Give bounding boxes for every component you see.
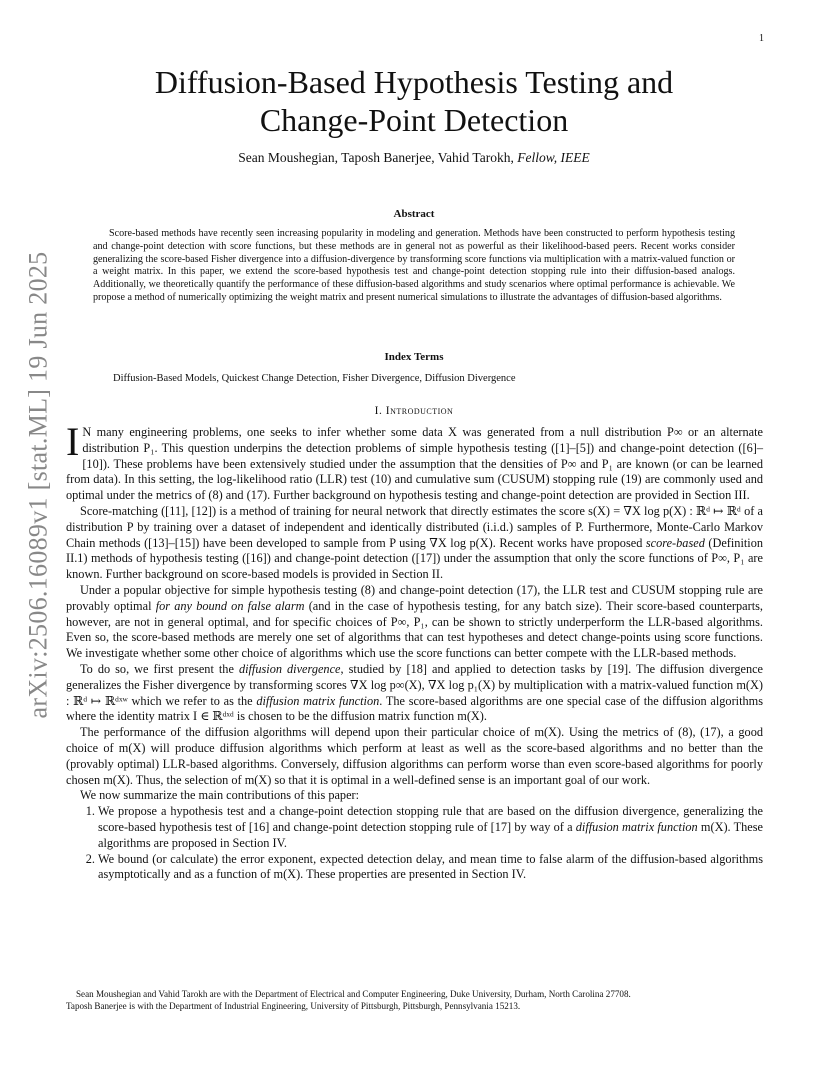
page-number: 1: [759, 33, 764, 44]
contribution-1-emphasis: diffusion matrix function: [575, 819, 698, 834]
intro-paragraph-3-part-b: (and in the case of hypothesis testing, for any batch size). Their score-based counterparts, however, are not in general optimal, and for specific choices of P∞, P₁, can be shown to strictly underperform the LLR-based algorithms. Even so, the score-based methods are merely one set of algorithms that can test hypotheses and detect change-points using score functions. We investigate whether some other choice of algorithms which use the score functions can better compete with the LLR-based methods.: [66, 598, 764, 661]
intro-paragraph-4-emphasis-1: diffusion divergence: [238, 661, 341, 676]
author-names: Sean Moushegian, Taposh Banerjee, Vahid Tarokh,: [238, 150, 518, 165]
contribution-item-1: [98, 804, 763, 851]
drop-cap: I: [66, 419, 80, 464]
intro-paragraph-4-part-a: To do so, we first present the: [80, 661, 239, 676]
introduction-body: [66, 419, 764, 883]
contributions-list: [66, 804, 763, 883]
arxiv-identifier-stamp: [8, 251, 68, 719]
intro-paragraph-3-emphasis: for any bound on false alarm: [155, 598, 305, 613]
author-affiliation-tag: Fellow, IEEE: [517, 150, 590, 165]
index-terms-text: Diffusion-Based Models, Quickest Change Detection, Fisher Divergence, Diffusion Divergence: [113, 373, 516, 384]
intro-paragraph-6: We now summarize the main contributions of this paper:: [80, 788, 360, 803]
section-number: I.: [374, 405, 386, 417]
abstract-heading: Abstract: [393, 208, 435, 220]
intro-paragraph-4-part-c: . The score-based algorithms are one special case of the diffusion algorithms where the identity matrix I ∈ ℝᵈˣᵈ is chosen to be the diffusion matrix function m(X).: [66, 693, 763, 724]
section-title: Introduction: [385, 405, 454, 417]
intro-paragraph-2-part-a: Score-matching ([11], [12]) is a method of training for neural network that directly estimates the score s(X) = ∇X log p(X) : ℝᵈ ↦ ℝᵈ of a distribution P by training over a dataset of independent and identically distributed (i.i.d.) samples of P. Furthermore, Monte-Carlo Markov Chain methods ([13]–[15]) have been developed to sample from P using ∇X log p(X). Recent works have proposed: [66, 503, 763, 550]
intro-paragraph-5: The performance of the diffusion algorithms will depend upon their particular choice of m(X). Using the metrics of (8), (17), a good choice of m(X) will produce diffusion algorithms which perform at least as well as the score-based algorithms and no better than the (provably optimal) LLR-based algorithms. Conversely, diffusion algorithms can perform worse than even score-based algorithms for poorly chosen m(X). Thus, the selection of m(X) so that it is optimal in a well-defined sense is an important goal of our work.: [66, 725, 763, 787]
footnote-line-2: Taposh Banerjee is with the Department of Industrial Engineering, University of Pittsburgh, Pittsburgh, Pennsylvania 15213.: [66, 1001, 521, 1011]
arxiv-identifier-text: arXiv:2506.16089v1 [stat.ML] 19 Jun 2025: [23, 251, 52, 719]
contribution-1-part-b: m(X). These algorithms are proposed in Section IV.: [98, 819, 763, 850]
intro-paragraph-4: [66, 662, 763, 725]
abstract-text: Score-based methods have recently seen increasing popularity in modeling and generation. Methods have been constructed to perform hypothesis testing and change-point detection with score functions, but these methods are in general not as powerful as their likelihood-based peers. Recent works consider generalizing the score-based Fisher divergence into a diffusion-divergence by transforming score functions via multiplication with a matrix-valued function or a weight matrix. In this paper, we extend the score-based hypothesis test and change-point detection stopping rule into their diffusion-based analogs. Additionally, we theoretically quantify the performance of these diffusion-based algorithms and study scenarios where optimal performance is achievable. We propose a method of numerically optimizing the weight matrix and present numerical simulations to illustrate the advantages of diffusion-based algorithms.: [93, 228, 735, 303]
intro-paragraph-3-part-a: Under a popular objective for simple hypothesis testing (8) and change-point detection (17), the LLR test and CUSUM stopping rule are provably optimal: [66, 582, 763, 613]
intro-paragraph-4-emphasis-2: diffusion matrix function: [256, 693, 380, 708]
intro-paragraph-4-part-b: , studied by [18] and applied to detection tasks by [19]. The diffusion divergence generalizes the Fisher divergence by transforming scores ∇X log p∞(X), ∇X log p₁(X) by multiplication with a matrix-valued function m(X) : ℝᵈ ↦ ℝᵈˣʷ which we refer to as the: [66, 661, 764, 708]
intro-paragraph-1: [66, 419, 763, 504]
footnote-line-1: Sean Moushegian and Vahid Tarokh are with the Department of Electrical and Computer Engineering, Duke University, Durham, North Carolina 27708.: [76, 989, 631, 999]
intro-paragraph-2-emphasis: score-based: [645, 535, 705, 550]
contribution-item-2: 2. We bound (or calculate) the error exponent, expected detection delay, and mean time to false alarm of the diffusion-based algorithms asymptotically and as a function of m(X). These properties are presented in Section IV.: [98, 852, 763, 884]
contribution-1-part-a: We propose a hypothesis test and a change-point detection stopping rule that are based on the diffusion divergence, generalizing the score-based hypothesis test of [16] and change-point detection stopping rule of [17] by way of a: [98, 804, 763, 834]
paper-title: Diffusion-Based Hypothesis Testing and Change-Point Detection: [154, 64, 674, 138]
intro-paragraph-1-text: N many engineering problems, one seeks to infer whether some data X was generated from a null distribution P∞ or an alternate distribution P₁. This question underpins the detection problems of simple hypothesis testing ([1]–[5]) and change-point detection ([6]–[10]). These problems have been extensively studied under the assumption that the densities of P∞ and P₁ are known (or can be learned from data). In this setting, the log-likelihood ratio (LLR) test (10) and cumulative sum (CUSUM) stopping rule (19) are commonly used and optimal under the metrics of (8) and (17). Further background on hypothesis testing and change-point detection are provided in Section III.: [66, 425, 763, 503]
author-line: [110, 150, 718, 166]
intro-paragraph-2-part-b: (Definition II.1) methods of hypothesis testing ([16]) and change-point detection ([17]) under the assumption that only the score functions of P∞, P₁ are known. Further background on score-based models is provided in Section II.: [66, 535, 763, 582]
index-terms-heading: Index Terms: [384, 351, 444, 363]
author-footnote: [66, 988, 763, 1012]
intro-paragraph-3: [66, 583, 763, 662]
intro-paragraph-2: [66, 504, 763, 583]
section-heading-introduction: [0, 405, 828, 417]
